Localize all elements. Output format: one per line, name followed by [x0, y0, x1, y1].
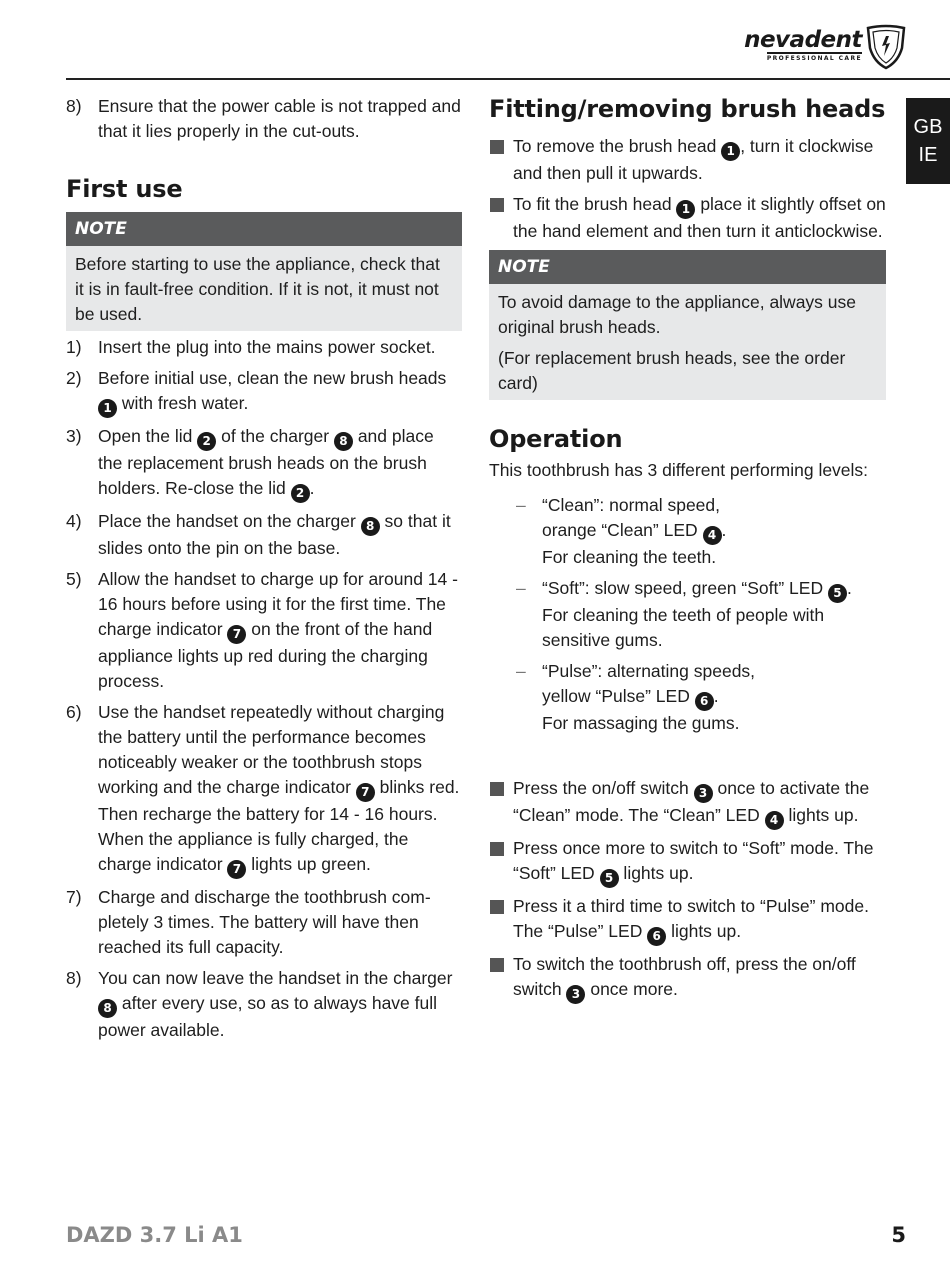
- list-item: [66, 700, 462, 879]
- list-item-text: [98, 366, 462, 418]
- component-number-icon: 7: [227, 625, 246, 644]
- right-column: [489, 94, 886, 1010]
- lang-code-gb: GB: [913, 116, 943, 138]
- step-number: 8): [66, 96, 82, 116]
- section-title-fitting: Fitting/removing brush heads: [489, 95, 886, 123]
- performance-levels: [516, 493, 886, 736]
- note-text: [489, 284, 886, 400]
- list-item: [489, 952, 886, 1004]
- component-number-icon: 7: [356, 783, 375, 802]
- list-item: [516, 659, 886, 736]
- list-item-text: [513, 134, 886, 186]
- brand-name: nevadent: [744, 27, 862, 53]
- text-run: after every use, so as to always have full power available.: [98, 993, 438, 1040]
- operation-intro: This toothbrush has 3 different performing levels:: [489, 460, 869, 480]
- step-text: Ensure that the power cable is not trapped and that it lies properly in the cut-outs.: [98, 96, 461, 141]
- step-number: 6): [66, 702, 82, 722]
- text-run: Use the handset repeatedly without charging the battery until the performance becomes noticeably weaker or the toothbrush stops working and the charge indicator: [98, 702, 445, 797]
- text-run: , turn it clockwise and then pull it upwards.: [513, 136, 874, 183]
- step-number: 3): [66, 426, 82, 446]
- note-box: [66, 212, 462, 331]
- step-number: 8): [66, 968, 82, 988]
- list-item: [66, 366, 462, 418]
- list-item: [489, 192, 886, 244]
- list-item-text: [513, 894, 886, 946]
- previous-step-list: [66, 94, 462, 144]
- text-run: and place the replacement brush heads on the brush holders. Re-close the lid: [98, 426, 434, 498]
- brand-tagline: PROFESSIONAL CARE: [767, 52, 862, 62]
- square-bullet-icon: [489, 776, 513, 830]
- note-label: NOTE: [66, 212, 462, 246]
- dash-bullet-icon: –: [516, 661, 526, 681]
- text-run: blinks red. Then recharge the battery for 14 - 16 hours. When the appliance is fully charged, the charge indicator: [98, 777, 460, 874]
- text-run: .: [309, 478, 315, 498]
- text-run: “Clean”: normal speed,: [542, 495, 720, 515]
- text-run: Insert the plug into the mains power socket.: [98, 337, 436, 357]
- note-paragraph: To avoid damage to the appliance, always use original brush heads.: [498, 292, 857, 337]
- component-number-icon: 1: [98, 399, 117, 418]
- step-number: 5): [66, 569, 82, 589]
- component-number-icon: 5: [828, 584, 847, 603]
- step-number: 2): [66, 368, 82, 388]
- list-item-text: [98, 509, 462, 561]
- text-run: lights up.: [783, 805, 859, 825]
- list-item-text: [513, 836, 886, 888]
- component-number-icon: 1: [676, 200, 695, 219]
- header-divider: [66, 78, 950, 80]
- list-item: [489, 776, 886, 830]
- step-number: 7): [66, 887, 82, 907]
- dash-bullet-icon: –: [516, 578, 526, 598]
- component-number-icon: 8: [361, 517, 380, 536]
- text-run: of the charger: [216, 426, 334, 446]
- text-run: .: [713, 686, 719, 706]
- model-number: DAZD 3.7 Li A1: [66, 1223, 243, 1247]
- text-run: so that it slides onto the pin on the base.: [98, 511, 451, 558]
- note-box: [489, 250, 886, 400]
- text-run: For cleaning the teeth.: [542, 547, 717, 567]
- component-number-icon: 3: [566, 985, 585, 1004]
- text-run: For cleaning the teeth of people with sensitive gums.: [542, 605, 825, 650]
- square-bullet-icon: [489, 952, 513, 1004]
- left-column: [66, 94, 462, 1049]
- list-item: [66, 509, 462, 561]
- language-tab: [906, 98, 950, 184]
- list-item-text: [542, 659, 886, 736]
- square-bullet-icon: [489, 894, 513, 946]
- step-number: 1): [66, 337, 82, 357]
- list-item-text: [98, 567, 462, 694]
- list-item: [66, 885, 462, 960]
- list-item-text: [98, 885, 462, 960]
- text-run: “Soft”: slow speed, green “Soft” LED: [542, 578, 828, 598]
- note-paragraph: (For replacement brush heads, see the order card): [498, 348, 846, 393]
- component-number-icon: 8: [98, 999, 117, 1018]
- list-item: [489, 836, 886, 888]
- text-run: Press once more to switch to “Soft” mode. The “Soft” LED: [513, 838, 874, 883]
- shield-icon: [864, 24, 908, 70]
- first-use-steps: [66, 335, 462, 1043]
- list-item-text: [513, 776, 886, 830]
- operation-instructions: [489, 776, 886, 1004]
- component-number-icon: 6: [695, 692, 714, 711]
- text-run: Place the handset on the charger: [98, 511, 361, 531]
- component-number-icon: 4: [703, 526, 722, 545]
- list-item: [66, 424, 462, 503]
- list-item-text: [98, 424, 462, 503]
- note-text: Before starting to use the appliance, check that it is in fault-free condition. If it is not, it must not be used.: [75, 254, 440, 324]
- text-run: lights up.: [666, 921, 742, 941]
- square-bullet-icon: [489, 192, 513, 244]
- component-number-icon: 1: [721, 142, 740, 161]
- text-run: once to activate the “Clean” mode. The “Clean” LED: [513, 778, 870, 825]
- text-run: once more.: [585, 979, 678, 999]
- text-run: Before initial use, clean the new brush heads: [98, 368, 447, 388]
- list-item-text: [513, 192, 886, 244]
- list-item-text: [98, 966, 462, 1043]
- text-run: .: [721, 520, 727, 540]
- text-run: .: [846, 578, 852, 598]
- fitting-instructions: [489, 134, 886, 244]
- text-run: Press it a third time to switch to “Pulse” mode. The “Pulse” LED: [513, 896, 869, 941]
- component-number-icon: 2: [197, 432, 216, 451]
- text-run: To remove the brush head: [513, 136, 722, 156]
- component-number-icon: 5: [600, 869, 619, 888]
- lang-code-ie: IE: [918, 144, 938, 166]
- list-item: [66, 94, 462, 144]
- component-number-icon: 4: [765, 811, 784, 830]
- text-run: lights up green.: [246, 854, 371, 874]
- list-item: [516, 576, 886, 653]
- section-title-first-use: First use: [66, 175, 183, 203]
- list-item: [66, 567, 462, 694]
- text-run: orange “Clean” LED: [542, 520, 703, 540]
- text-run: To switch the toothbrush off, press the on/off switch: [513, 954, 856, 999]
- note-label: NOTE: [489, 250, 886, 284]
- square-bullet-icon: [489, 134, 513, 186]
- text-run: with fresh water.: [117, 393, 249, 413]
- text-run: yellow “Pulse” LED: [542, 686, 695, 706]
- list-item: [66, 966, 462, 1043]
- square-bullet-icon: [489, 836, 513, 888]
- text-run: Press the on/off switch: [513, 778, 694, 798]
- list-item-text: [542, 493, 886, 570]
- list-item: [489, 134, 886, 186]
- brand-logo: [744, 24, 908, 70]
- dash-bullet-icon: –: [516, 495, 526, 515]
- text-run: on the front of the hand appliance lights up red during the charging process.: [98, 619, 433, 691]
- list-item-text: [513, 952, 886, 1004]
- page-number: 5: [891, 1223, 906, 1247]
- list-item: [516, 493, 886, 570]
- text-run: Open the lid: [98, 426, 198, 446]
- list-item: [66, 335, 462, 360]
- step-number: 4): [66, 511, 82, 531]
- component-number-icon: 3: [694, 784, 713, 803]
- text-run: Allow the handset to charge up for around 14 - 16 hours before using it for the first time. The charge indicator: [98, 569, 458, 639]
- text-run: To fit the brush head: [513, 194, 677, 214]
- list-item: [489, 894, 886, 946]
- component-number-icon: 6: [647, 927, 666, 946]
- text-run: “Pulse”: alternating speeds,: [542, 661, 756, 681]
- text-run: For massaging the gums.: [542, 713, 740, 733]
- list-item-text: [542, 576, 886, 653]
- text-run: place it slightly offset on the hand element and then turn it anticlockwise.: [513, 194, 886, 241]
- list-item-text: [98, 700, 462, 879]
- text-run: Charge and discharge the toothbrush completely 3 times. The battery will have then reached its full capacity.: [98, 887, 431, 957]
- text-run: You can now leave the handset in the charger: [98, 968, 453, 988]
- component-number-icon: 2: [291, 484, 310, 503]
- text-run: lights up.: [618, 863, 694, 883]
- component-number-icon: 7: [227, 860, 246, 879]
- component-number-icon: 8: [334, 432, 353, 451]
- list-item-text: [98, 335, 462, 360]
- section-title-operation: Operation: [489, 425, 623, 453]
